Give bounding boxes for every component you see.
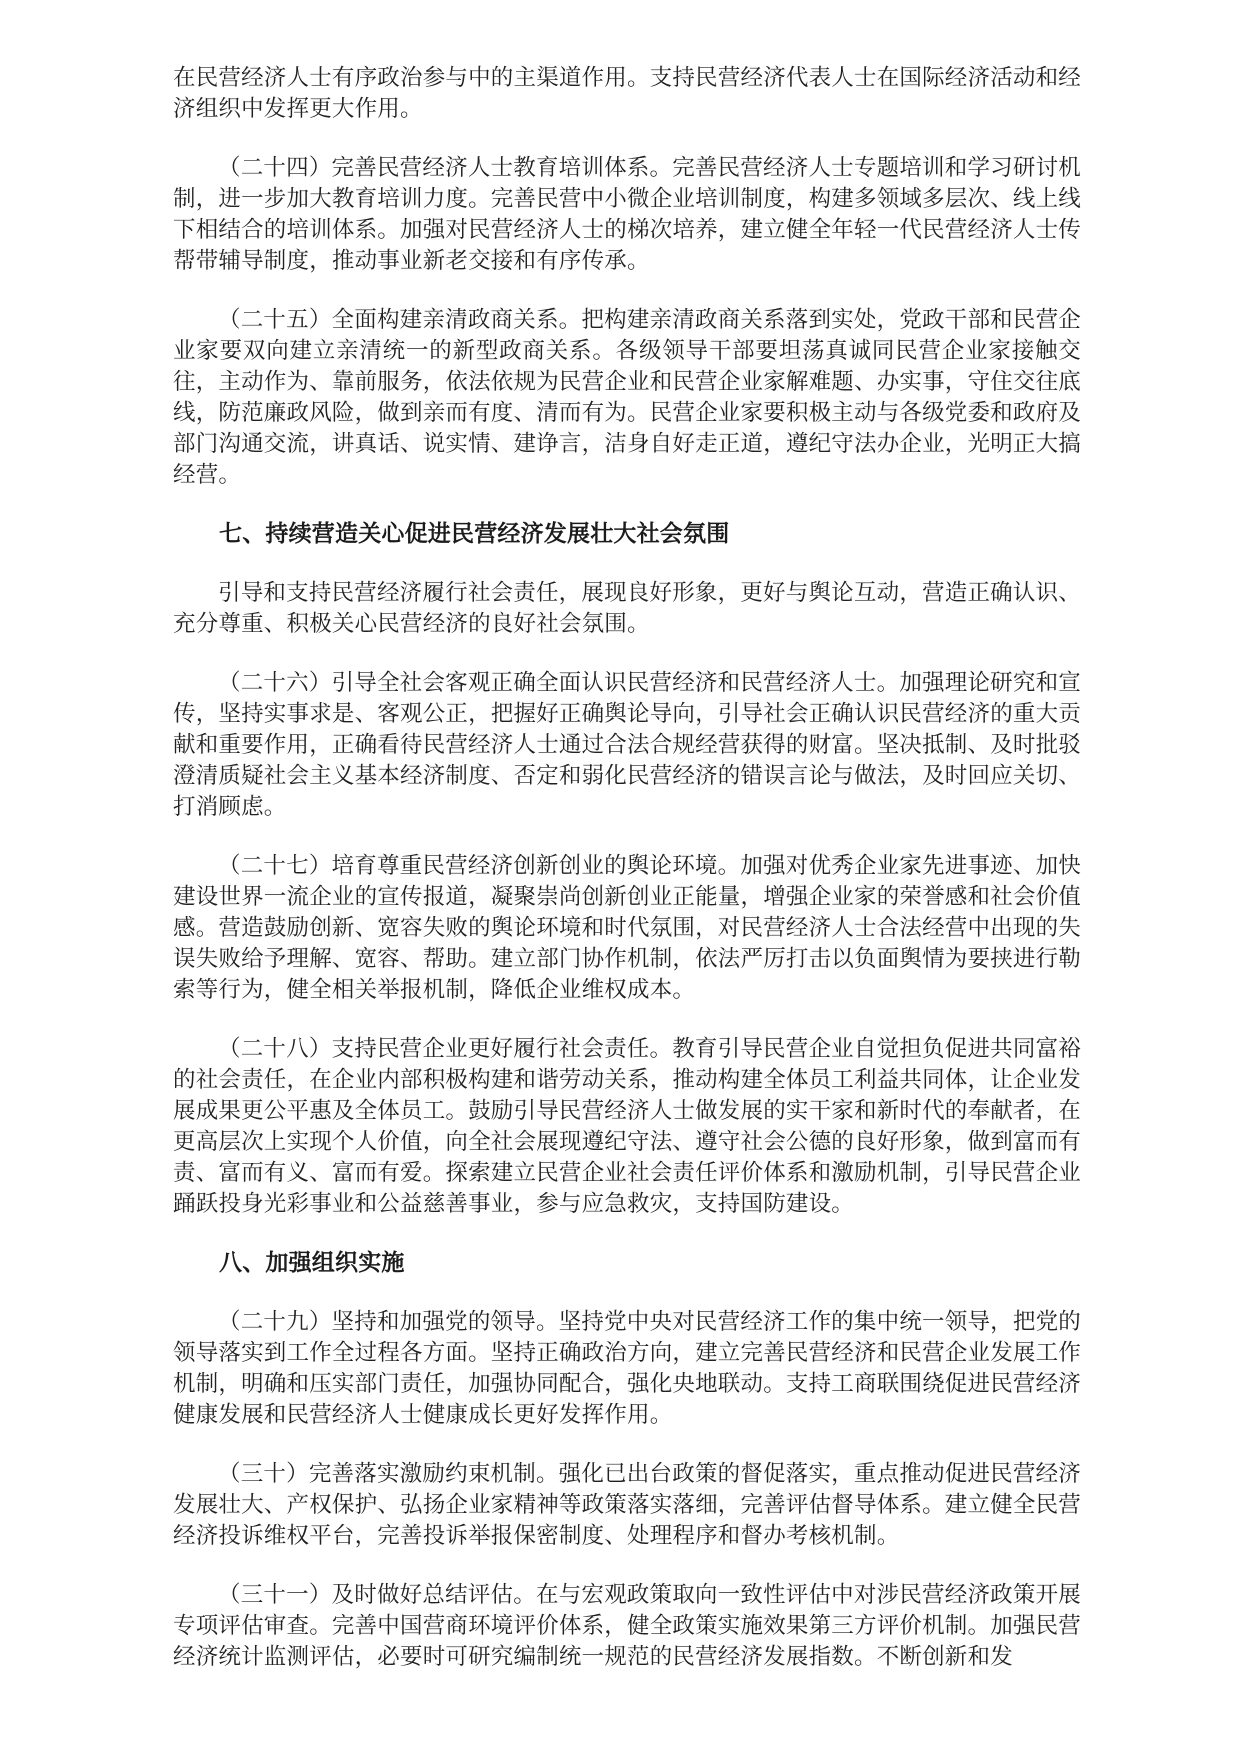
body-paragraph-continuation: 在民营经济人士有序政治参与中的主渠道作用。支持民营经济代表人士在国际经济活动和经济组织中发挥更大作用。: [173, 65, 1082, 121]
body-paragraph-item-25: （二十五）全面构建亲清政商关系。把构建亲清政商关系落到实处，党政干部和民营企业家要双向建立亲清统一的新型政商关系。各级领导干部要坦荡真诚同民营企业家接触交往，主动作为、靠前服务，依法依规为民营企业和民营企业家解难题、办实事，守住交往底线，防范廉政风险，做到亲而有度、清而有为。民营企业家要积极主动与各级党委和政府及部门沟通交流，讲真话、说实情、建诤言，洁身自好走正道，遵纪守法办企业，光明正大搞经营。: [173, 307, 1082, 487]
body-paragraph-section-7-intro: 引导和支持民营经济履行社会责任，展现良好形象，更好与舆论互动，营造正确认识、充分尊重、积极关心民营经济的良好社会氛围。: [173, 580, 1081, 636]
body-paragraph-item-31: （三十一）及时做好总结评估。在与宏观政策取向一致性评估中对涉民营经济政策开展专项评估审查。完善中国营商环境评价体系，健全政策实施效果第三方评价机制。加强民营经济统计监测评估，必要时可研究编制统一规范的民营经济发展指数。不断创新和发: [173, 1582, 1082, 1669]
body-paragraph-item-24: （二十四）完善民营经济人士教育培训体系。完善民营经济人士专题培训和学习研讨机制，进一步加大教育培训力度。完善民营中小微企业培训制度，构建多领域多层次、线上线下相结合的培训体系。加强对民营经济人士的梯次培养，建立健全年轻一代民营经济人士传帮带辅导制度，推动事业新老交接和有序传承。: [173, 155, 1082, 273]
body-paragraph-item-28: （二十八）支持民营企业更好履行社会责任。教育引导民营企业自觉担负促进共同富裕的社会责任，在企业内部积极构建和谐劳动关系，推动构建全体员工利益共同体，让企业发展成果更公平惠及全体员工。鼓励引导民营经济人士做发展的实干家和新时代的奉献者，在更高层次上实现个人价值，向全社会展现遵纪守法、遵守社会公德的良好形象，做到富而有责、富而有义、富而有爱。探索建立民营企业社会责任评价体系和激励机制，引导民营企业踊跃投身光彩事业和公益慈善事业，参与应急救灾，支持国防建设。: [173, 1036, 1082, 1216]
body-paragraph-item-26: （二十六）引导全社会客观正确全面认识民营经济和民营经济人士。加强理论研究和宣传，坚持实事求是、客观公正，把握好正确舆论导向，引导社会正确认识民营经济的重大贡献和重要作用，正确看待民营经济人士通过合法合规经营获得的财富。坚决抵制、及时批驳澄清质疑社会主义基本经济制度、否定和弱化民营经济的错误言论与做法，及时回应关切、打消顾虑。: [173, 670, 1082, 819]
section-heading-8: 八、加强组织实施: [219, 1249, 405, 1275]
body-paragraph-item-27: （二十七）培育尊重民营经济创新创业的舆论环境。加强对优秀企业家先进事迹、加快建设世界一流企业的宣传报道，凝聚崇尚创新创业正能量，增强企业家的荣誉感和社会价值感。营造鼓励创新、宽容失败的舆论环境和时代氛围，对民营经济人士合法经营中出现的失误失败给予理解、宽容、帮助。建立部门协作机制，依法严厉打击以负面舆情为要挟进行勒索等行为，健全相关举报机制，降低企业维权成本。: [173, 853, 1082, 1002]
section-heading-7: 七、持续营造关心促进民营经济发展壮大社会氛围: [219, 520, 730, 546]
body-paragraph-item-30: （三十）完善落实激励约束机制。强化已出台政策的督促落实，重点推动促进民营经济发展壮大、产权保护、弘扬企业家精神等政策落实落细，完善评估督导体系。建立健全民营经济投诉维权平台，完善投诉举报保密制度、处理程序和督办考核机制。: [173, 1461, 1082, 1548]
body-paragraph-item-29: （二十九）坚持和加强党的领导。坚持党中央对民营经济工作的集中统一领导，把党的领导落实到工作全过程各方面。坚持正确政治方向，建立完善民营经济和民营企业发展工作机制，明确和压实部门责任，加强协同配合，强化央地联动。支持工商联围绕促进民营经济健康发展和民营经济人士健康成长更好发挥作用。: [173, 1309, 1082, 1427]
